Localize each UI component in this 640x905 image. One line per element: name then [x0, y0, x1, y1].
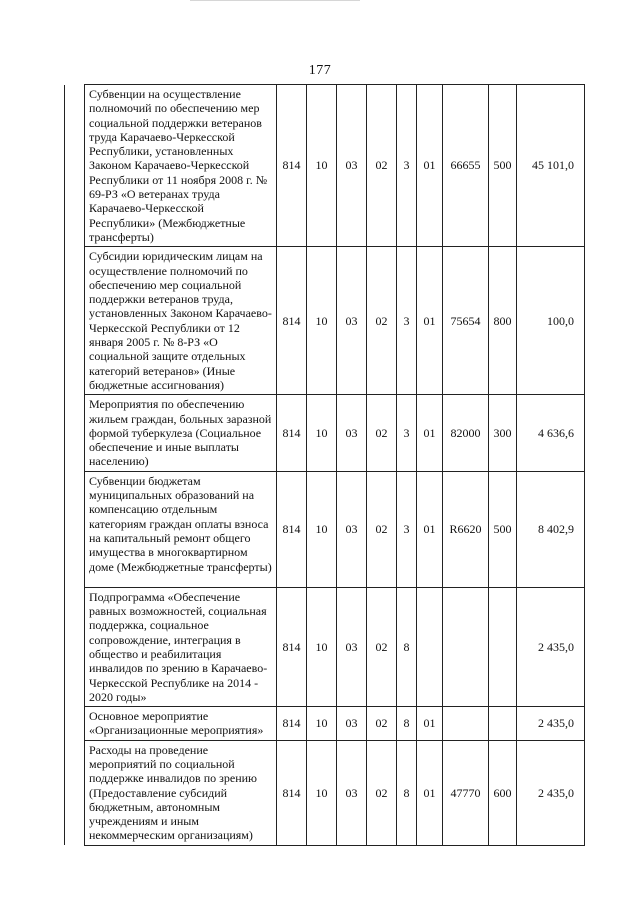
row-stub-cell: [65, 247, 85, 395]
description-cell: Субсидии юридическим лицам на осуществление полномочий по обеспечению мер социальной поддержки ветеранов труда, установленных Законом Карачаево-Черкесской Республики от 12 января 2005 г. № 8-РЗ «О социальной защите отдельных категорий ветеранов» (Иные бюджетные ассигнования): [85, 247, 277, 395]
expense-type-cell: 800: [489, 247, 517, 395]
section-code-cell: 10: [307, 471, 337, 587]
section-code-cell: 10: [307, 587, 337, 706]
description-cell: Подпрограмма «Обеспечение равных возможностей, социальная поддержка, социальное сопровождение, интеграция в общество и реабилитация инвалидов по зрению в Карачаево-Черкесской Республике на 2014 - 2020 годы»: [85, 587, 277, 706]
direction-code-cell: R6620: [443, 471, 489, 587]
table-row: [65, 587, 585, 706]
subsection-code-cell: 03: [337, 587, 367, 706]
expense-type-cell: 500: [489, 85, 517, 247]
section-code-cell: 10: [307, 247, 337, 395]
section-code-cell: 10: [307, 707, 337, 741]
direction-code-cell: [443, 587, 489, 706]
expense-type-cell: 600: [489, 740, 517, 845]
ministry-code-cell: 814: [277, 587, 307, 706]
expense-type-cell: [489, 707, 517, 741]
event-code-cell: 01: [417, 85, 443, 247]
subprogram-code-cell: 3: [397, 395, 417, 471]
table-row: [65, 85, 585, 247]
description-cell: Субвенции на осуществление полномочий по обеспечению мер социальной поддержки ветеранов труда Карачаево-Черкесской Республики, установленных Законом Карачаево-Черкесской Республики от 11 ноября 2008 г. № 69-РЗ «О ветеранах труда Карачаево-Черкесской Республики» (Межбюджетные трансферты): [85, 85, 277, 247]
subprogram-code-cell: 8: [397, 587, 417, 706]
subprogram-code-cell: 3: [397, 85, 417, 247]
ministry-code-cell: 814: [277, 740, 307, 845]
subsection-code-cell: 03: [337, 85, 367, 247]
program-code-cell: 02: [367, 85, 397, 247]
table-row: [65, 247, 585, 395]
amount-cell: 45 101,0: [517, 85, 585, 247]
description-cell: Субвенции бюджетам муниципальных образований на компенсацию отдельным категориям граждан оплаты взноса на капитальный ремонт общего имущества в многоквартирном доме (Межбюджетные трансферты): [85, 471, 277, 587]
subsection-code-cell: 03: [337, 395, 367, 471]
ministry-code-cell: 814: [277, 395, 307, 471]
description-cell: Мероприятия по обеспечению жильем граждан, больных заразной формой туберкулеза (Социальное обеспечение и иные выплаты населению): [85, 395, 277, 471]
subprogram-code-cell: 8: [397, 740, 417, 845]
program-code-cell: 02: [367, 247, 397, 395]
amount-cell: 8 402,9: [517, 471, 585, 587]
subprogram-code-cell: 3: [397, 471, 417, 587]
program-code-cell: 02: [367, 740, 397, 845]
amount-cell: 2 435,0: [517, 707, 585, 741]
ministry-code-cell: 814: [277, 707, 307, 741]
budget-table: [64, 84, 585, 846]
row-stub-cell: [65, 587, 85, 706]
program-code-cell: 02: [367, 395, 397, 471]
expense-type-cell: 500: [489, 471, 517, 587]
subsection-code-cell: 03: [337, 247, 367, 395]
expense-type-cell: 300: [489, 395, 517, 471]
subsection-code-cell: 03: [337, 471, 367, 587]
subprogram-code-cell: 8: [397, 707, 417, 741]
scan-artifact-line: [190, 0, 360, 1]
description-cell: Основное мероприятие «Организационные мероприятия»: [85, 707, 277, 741]
event-code-cell: 01: [417, 395, 443, 471]
direction-code-cell: 75654: [443, 247, 489, 395]
page-number: 177: [308, 63, 332, 78]
ministry-code-cell: 814: [277, 85, 307, 247]
subprogram-code-cell: 3: [397, 247, 417, 395]
section-code-cell: 10: [307, 740, 337, 845]
program-code-cell: 02: [367, 707, 397, 741]
amount-cell: 2 435,0: [517, 587, 585, 706]
section-code-cell: 10: [307, 85, 337, 247]
program-code-cell: 02: [367, 587, 397, 706]
table-row: [65, 707, 585, 741]
row-stub-cell: [65, 85, 85, 247]
subsection-code-cell: 03: [337, 740, 367, 845]
event-code-cell: 01: [417, 247, 443, 395]
direction-code-cell: 66655: [443, 85, 489, 247]
event-code-cell: 01: [417, 471, 443, 587]
amount-cell: 2 435,0: [517, 740, 585, 845]
row-stub-cell: [65, 707, 85, 741]
subsection-code-cell: 03: [337, 707, 367, 741]
ministry-code-cell: 814: [277, 471, 307, 587]
row-stub-cell: [65, 395, 85, 471]
table-row: [65, 471, 585, 587]
table-row: [65, 395, 585, 471]
direction-code-cell: 82000: [443, 395, 489, 471]
amount-cell: 100,0: [517, 247, 585, 395]
description-cell: Расходы на проведение мероприятий по социальной поддержке инвалидов по зрению (Предоставление субсидий бюджетным, автономным учреждениям и иным некоммерческим организациям): [85, 740, 277, 845]
row-stub-cell: [65, 471, 85, 587]
expense-type-cell: [489, 587, 517, 706]
direction-code-cell: [443, 707, 489, 741]
program-code-cell: 02: [367, 471, 397, 587]
event-code-cell: 01: [417, 740, 443, 845]
direction-code-cell: 47770: [443, 740, 489, 845]
row-stub-cell: [65, 740, 85, 845]
table-row: [65, 740, 585, 845]
amount-cell: 4 636,6: [517, 395, 585, 471]
section-code-cell: 10: [307, 395, 337, 471]
event-code-cell: [417, 587, 443, 706]
ministry-code-cell: 814: [277, 247, 307, 395]
event-code-cell: 01: [417, 707, 443, 741]
